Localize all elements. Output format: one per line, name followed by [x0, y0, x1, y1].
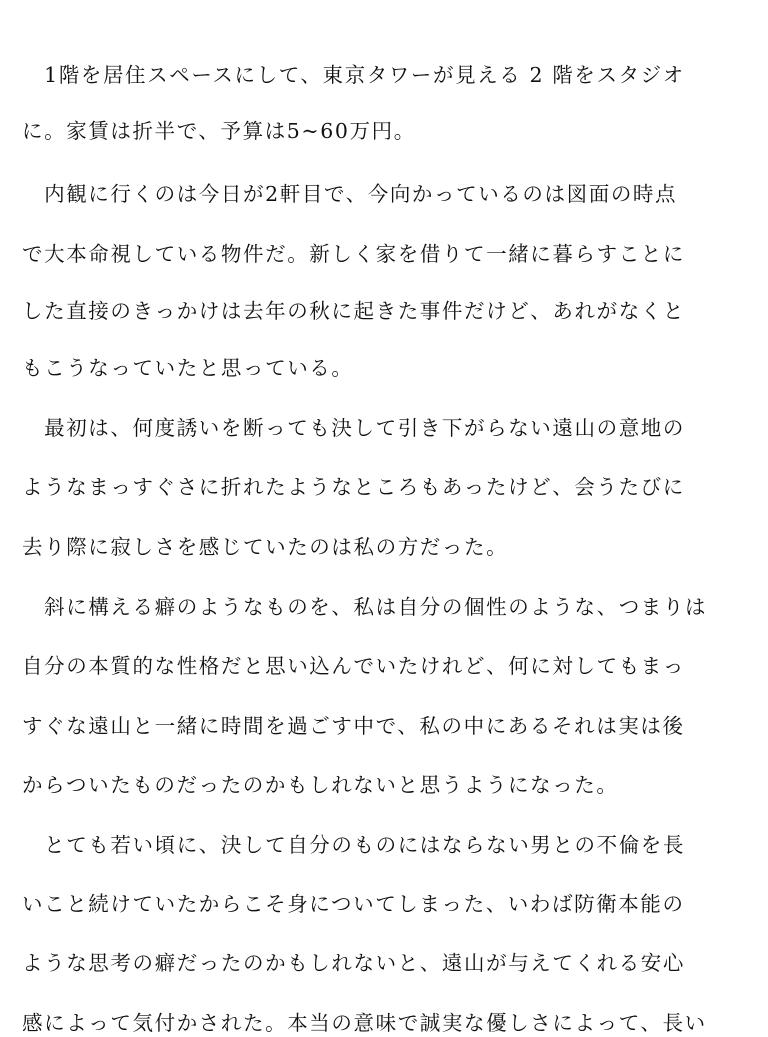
- text-line: とても若い頃に、決して自分のものにはならない男との不倫を長: [22, 833, 685, 857]
- text-line: 感によって気付かされた。本当の意味で誠実な優しさによって、長い: [22, 1011, 707, 1035]
- text-line: いこと続けていたからこそ身についてしまった、いわば防衛本能の: [22, 892, 685, 916]
- text-line: で大本命視している物件だ。新しく家を借りて一緒に暮らすことに: [22, 242, 685, 266]
- text-line: 斜に構える癖のようなものを、私は自分の個性のような、つまりは: [22, 595, 708, 619]
- text-line: ようなまっすぐさに折れたようなところもあったけど、会うたびに: [22, 475, 685, 499]
- text-line: ような思考の癖だったのかもしれないと、遠山が与えてくれる安心: [22, 951, 685, 975]
- text-line: からついたものだったのかもしれないと思うようになった。: [22, 773, 619, 797]
- text-line: した直接のきっかけは去年の秋に起きた事件だけど、あれがなくと: [22, 299, 685, 323]
- text-line: 最初は、何度誘いを断っても決して引き下がらない遠山の意地の: [22, 416, 685, 440]
- text-line: すぐな遠山と一緒に時間を過ごす中で、私の中にあるそれは実は後: [22, 714, 685, 738]
- text-line: 1階を居住スペースにして、東京タワーが見える 2 階をスタジオ: [22, 63, 685, 87]
- text-line: 内観に行くのは今日が2軒目で、今向かっているのは図面の時点: [22, 182, 678, 206]
- text-line: 去り際に寂しさを感じていたのは私の方だった。: [22, 535, 509, 559]
- text-line: もこうなっていたと思っている。: [22, 356, 354, 380]
- text-line: 自分の本質的な性格だと思い込んでいたけれど、何に対してもまっ: [22, 654, 685, 678]
- text-line: に。家賃は折半で、予算は5~60万円。: [22, 119, 416, 143]
